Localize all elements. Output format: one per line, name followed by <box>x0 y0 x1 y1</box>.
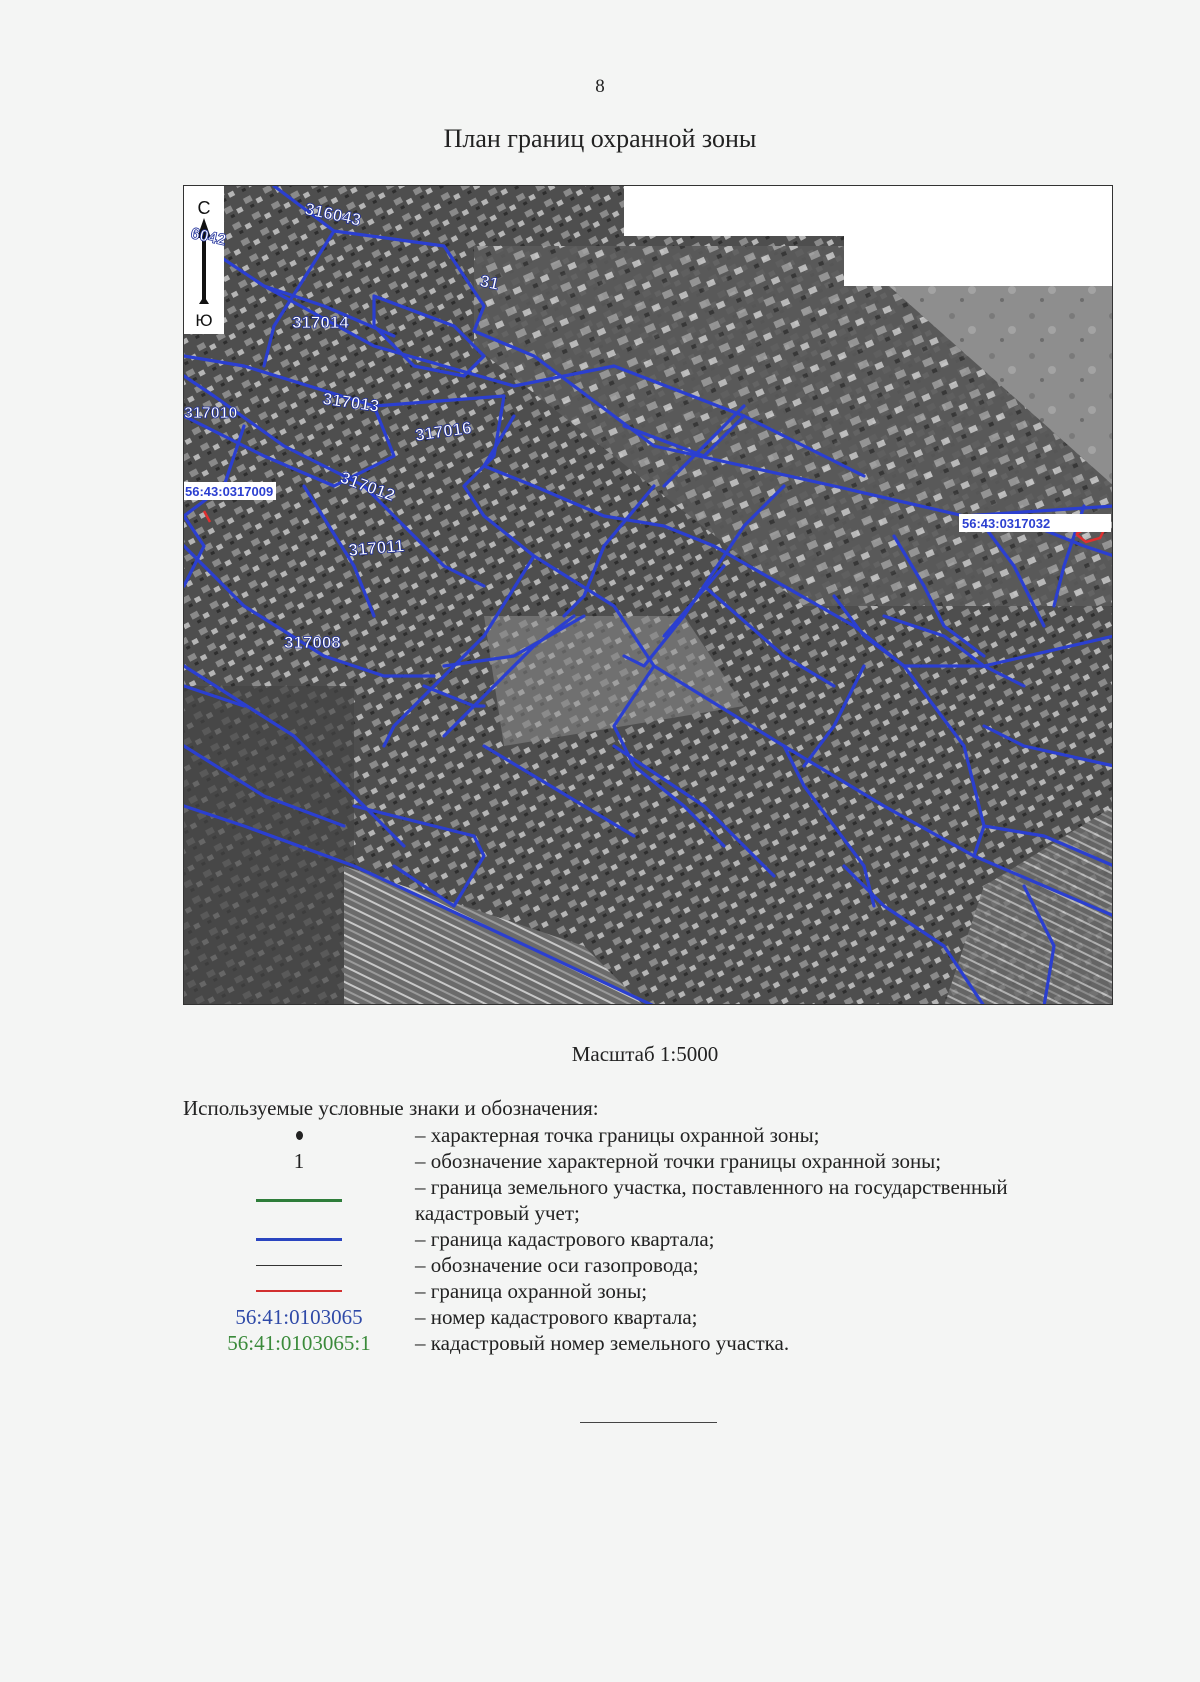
compass-south-label: Ю <box>195 311 213 330</box>
legend-row-quarter-number <box>183 1304 1123 1330</box>
quarter-label[interactable]: 317011 <box>347 536 405 560</box>
quarter-label[interactable]: 317008 <box>284 633 341 652</box>
legend-text: – номер кадастрового квартала; <box>415 1305 698 1329</box>
legend-text: – кадастровый номер земельного участка. <box>415 1331 790 1355</box>
legend-row-point-label <box>183 1148 1123 1174</box>
legend-row-quarter-boundary <box>183 1226 1123 1252</box>
legend <box>183 1122 1123 1356</box>
page-title: План границ охранной зоны <box>443 124 757 153</box>
map-scale: Масштаб 1:5000 <box>571 1042 719 1066</box>
quarter-label[interactable]: 317013 <box>321 389 381 416</box>
legend-text: – граница охранной зоны; <box>415 1279 648 1303</box>
legend-row-point <box>183 1122 1123 1148</box>
legend-row-gas-axis <box>183 1252 1123 1278</box>
legend-row-parcel-boundary <box>183 1174 1123 1226</box>
cadastral-map[interactable] <box>183 185 1113 1005</box>
quarter-label[interactable]: 317012 <box>337 467 398 506</box>
legend-symbol-quarter-number: 56:41:0103065 <box>235 1305 363 1329</box>
legend-text: – граница земельного участка, поставленного на государственный кадастровый учет; <box>415 1175 1008 1225</box>
legend-symbol-number: 1 <box>293 1149 305 1173</box>
blue-line-icon <box>256 1238 342 1241</box>
legend-text: – характерная точка границы охранной зоны; <box>415 1123 820 1147</box>
quarter-label[interactable]: 56:43:0317009 <box>185 484 274 499</box>
green-line-icon <box>256 1199 342 1202</box>
legend-title: Используемые условные знаки и обозначения: <box>183 1096 599 1120</box>
quarter-label[interactable]: 316043 <box>303 199 363 230</box>
quarter-label[interactable]: 317014 <box>292 313 349 332</box>
compass-north-label: С <box>197 198 211 218</box>
quarter-label[interactable]: 31 <box>478 271 501 294</box>
page-number: 8 <box>595 76 605 97</box>
legend-text: – обозначение оси газопровода; <box>415 1253 699 1277</box>
legend-symbol-parcel-number: 56:41:0103065:1 <box>227 1331 371 1355</box>
map-canvas <box>184 186 1113 1005</box>
end-separator <box>580 1422 717 1423</box>
legend-row-zone-boundary <box>183 1278 1123 1304</box>
red-line-icon <box>256 1290 342 1292</box>
quarter-label[interactable]: 56:43:0317032 <box>962 516 1051 531</box>
quarter-label[interactable]: 6042 <box>189 225 228 250</box>
quarter-label[interactable]: 317016 <box>413 418 473 445</box>
quarter-label[interactable]: 317010 <box>184 405 238 422</box>
legend-row-parcel-number <box>183 1330 1123 1356</box>
boundary-point-icon <box>296 1131 303 1140</box>
black-line-icon <box>256 1265 342 1266</box>
legend-text: – обозначение характерной точки границы охранной зоны; <box>415 1149 942 1173</box>
legend-text: – граница кадастрового квартала; <box>415 1227 715 1251</box>
